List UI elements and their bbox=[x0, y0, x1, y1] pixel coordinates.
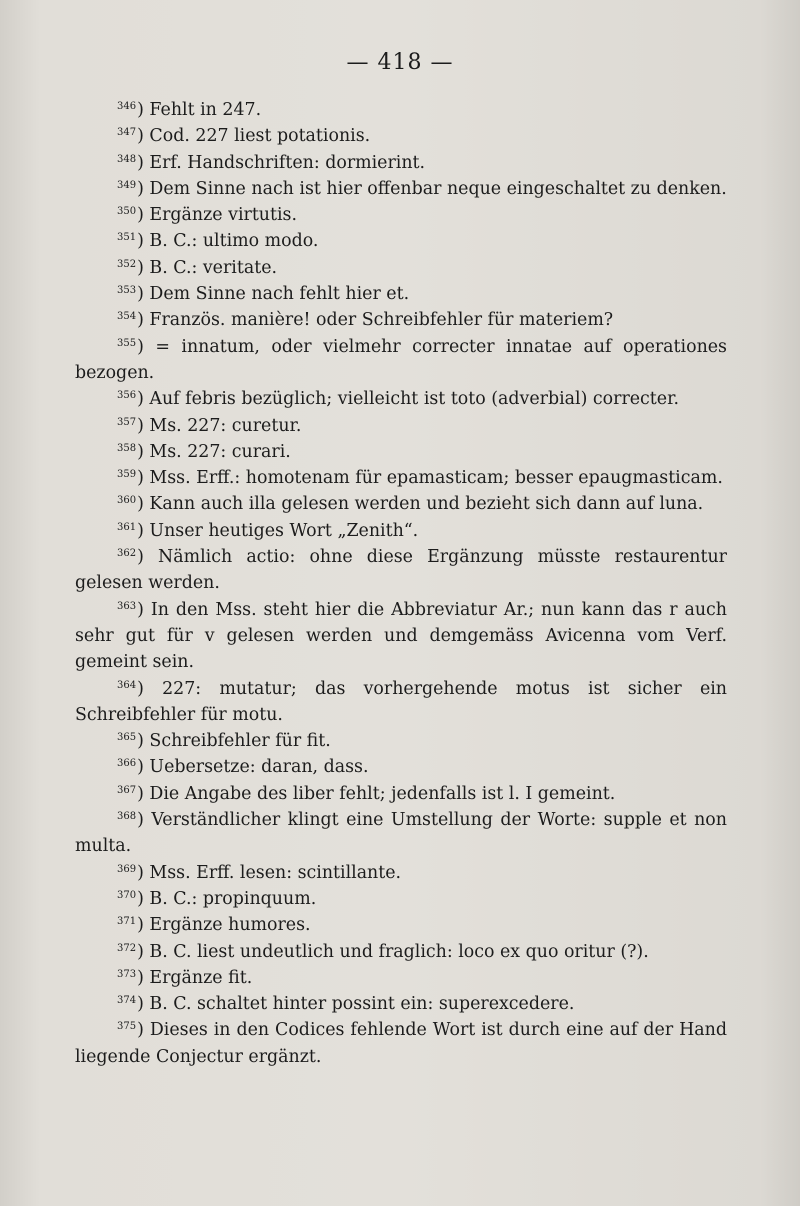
footnote: $^{360}$) Kann auch illa gelesen werden und bezieht sich dann auf luna. bbox=[117, 494, 704, 515]
footnote: $^{346}$) Fehlt in 247. bbox=[117, 100, 262, 120]
footnote: $^{358}$) Ms. 227: curari. bbox=[117, 441, 291, 462]
footnote: $^{351}$) B. C.: ultimo modo. bbox=[117, 231, 319, 252]
footnote-text: B. C. schaltet hinter possint ein: superexcedere. bbox=[149, 994, 575, 1015]
footnote-number: 347 bbox=[117, 127, 137, 139]
footnote-number: 349 bbox=[117, 179, 137, 191]
footnote: $^{352}$) B. C.: veritate. bbox=[117, 257, 278, 278]
footnote-text: Die Angabe des liber fehlt; jedenfalls ist l. I gemeint. bbox=[149, 783, 616, 804]
footnote-text: B. C.: veritate. bbox=[149, 257, 278, 278]
footnote-text: Ergänze fit. bbox=[149, 967, 253, 988]
footnote-text: B. C. liest undeutlich und fraglich: loco ex quo oritur (?). bbox=[149, 941, 649, 962]
footnote: $^{372}$) B. C. liest undeutlich und fraglich: loco ex quo oritur (?). bbox=[117, 941, 649, 962]
footnote-number: 360 bbox=[117, 495, 137, 507]
footnote-number: 361 bbox=[117, 521, 137, 533]
footnote-number: 365 bbox=[117, 732, 137, 744]
footnote-number: 370 bbox=[117, 889, 137, 901]
footnote-number: 356 bbox=[117, 390, 137, 402]
footnote-number: 348 bbox=[117, 153, 137, 165]
footnote: $^{353}$) Dem Sinne nach fehlt hier et. bbox=[117, 284, 410, 305]
footnote-text: B. C.: propinquum. bbox=[149, 888, 317, 909]
page-number: — 418 — bbox=[346, 50, 454, 75]
footnote-number: 375 bbox=[117, 1021, 137, 1033]
footnote: $^{357}$) Ms. 227: curetur. bbox=[117, 415, 302, 436]
footnote-number: 346 bbox=[117, 101, 137, 112]
footnote: $^{349}$) Dem Sinne nach ist hier offenbar neque eingeschaltet zu denken. bbox=[117, 178, 727, 199]
footnote: $^{365}$) Schreibfehler für fit. bbox=[117, 731, 331, 752]
footnote-text: Mss. Erff.: homotenam für epamasticam; besser epaugmasticam. bbox=[149, 468, 723, 489]
footnote: $^{369}$) Mss. Erff. lesen: scintillante. bbox=[117, 862, 402, 883]
footnote-number: 364 bbox=[117, 679, 137, 691]
footnote-text: Ms. 227: curari. bbox=[149, 441, 291, 462]
footnote: $^{366}$) Uebersetze: daran, dass. bbox=[117, 757, 369, 778]
footnote: $^{374}$) B. C. schaltet hinter possint ein: superexcedere. bbox=[117, 994, 575, 1015]
footnote-text: Ergänze virtutis. bbox=[149, 205, 298, 226]
footnote-text: In den Mss. steht hier die Abbreviatur Ar.; nun kann das r auch sehr gut für v gelesen werden und demgemäss Avicenna vom Verf. gemeint sein. bbox=[75, 599, 727, 673]
footnote-number: 351 bbox=[117, 232, 137, 244]
footnote-number: 373 bbox=[117, 968, 137, 980]
footnote-number: 369 bbox=[117, 863, 137, 875]
footnote-text: Dem Sinne nach ist hier offenbar neque eingeschaltet zu denken. bbox=[149, 178, 727, 199]
footnote: $^{371}$) Ergänze humores. bbox=[117, 915, 311, 936]
footnote-text: Nämlich actio: ohne diese Ergänzung müsste restaurentur gelesen werden. bbox=[75, 547, 727, 594]
footnote: $^{355}$) = innatum, oder vielmehr correcter innatae auf operationes bezogen. bbox=[75, 336, 727, 383]
footnote-number: 362 bbox=[117, 548, 137, 560]
footnotes-list bbox=[75, 97, 727, 1070]
footnote-text: Auf febris bezüglich; vielleicht ist toto (adverbial) correcter. bbox=[149, 389, 679, 410]
footnote-text: Kann auch illa gelesen werden und bezieht sich dann auf luna. bbox=[149, 494, 704, 515]
footnote-number: 366 bbox=[117, 758, 137, 770]
footnote-text: Mss. Erff. lesen: scintillante. bbox=[149, 862, 402, 883]
footnote-text: Dieses in den Codices fehlende Wort ist durch eine auf der Hand liegende Conjectur ergänzt. bbox=[75, 1020, 727, 1067]
footnote-text: Schreibfehler für fit. bbox=[149, 731, 331, 752]
footnote-number: 359 bbox=[117, 469, 137, 481]
footnote-text: Unser heutiges Wort „Zenith“. bbox=[149, 520, 419, 541]
footnote-number: 368 bbox=[117, 811, 137, 823]
footnote-text: Französ. manière! oder Schreibfehler für materiem? bbox=[149, 310, 614, 331]
footnote-number: 350 bbox=[117, 206, 137, 218]
footnote-text: Ergänze humores. bbox=[149, 915, 311, 936]
footnote-number: 352 bbox=[117, 258, 137, 270]
footnote: $^{370}$) B. C.: propinquum. bbox=[117, 888, 317, 909]
footnote: $^{362}$) Nämlich actio: ohne diese Ergänzung müsste restaurentur gelesen werden. bbox=[75, 547, 727, 594]
footnote-text: 227: mutatur; das vorhergehende motus ist sicher ein Schreibfehler für motu. bbox=[75, 678, 727, 725]
footnote: $^{359}$) Mss. Erff.: homotenam für epamasticam; besser epaugmasticam. bbox=[117, 468, 723, 489]
footnote: $^{375}$) Dieses in den Codices fehlende Wort ist durch eine auf der Hand liegende Conjectur ergänzt. bbox=[75, 1020, 727, 1067]
footnote-number: 355 bbox=[117, 337, 137, 349]
footnote-text: Verständlicher klingt eine Umstellung der Worte: supple et non multa. bbox=[75, 810, 727, 857]
footnote: $^{368}$) Verständlicher klingt eine Umstellung der Worte: supple et non multa. bbox=[75, 810, 727, 857]
footnote-number: 358 bbox=[117, 442, 137, 454]
footnote-text: Cod. 227 liest potationis. bbox=[149, 126, 371, 147]
footnote-number: 372 bbox=[117, 942, 137, 954]
footnote: $^{363}$) In den Mss. steht hier die Abbreviatur Ar.; nun kann das r auch sehr gut für v gelesen werden und demgemäss Avicenna vom Verf. gemeint sein. bbox=[75, 599, 727, 673]
footnote-number: 367 bbox=[117, 784, 137, 796]
footnote: $^{364}$) 227: mutatur; das vorhergehende motus ist sicher ein Schreibfehler für motu. bbox=[75, 678, 727, 725]
footnote-number: 363 bbox=[117, 600, 137, 612]
footnote-number: 371 bbox=[117, 916, 137, 928]
footnote: $^{347}$) Cod. 227 liest potationis. bbox=[117, 126, 371, 147]
footnote-number: 357 bbox=[117, 416, 137, 428]
footnote-number: 353 bbox=[117, 285, 137, 297]
footnote: $^{354}$) Französ. manière! oder Schreibfehler für materiem? bbox=[117, 310, 614, 331]
footnote: $^{356}$) Auf febris bezüglich; vielleicht ist toto (adverbial) correcter. bbox=[117, 389, 679, 410]
footnote-text: Fehlt in 247. bbox=[149, 100, 262, 120]
footnote: $^{348}$) Erf. Handschriften: dormierint. bbox=[117, 152, 426, 173]
footnote-number: 374 bbox=[117, 995, 137, 1007]
footnote-text: Ms. 227: curetur. bbox=[149, 415, 302, 436]
footnote-number: 354 bbox=[117, 311, 137, 323]
footnote-text: = innatum, oder vielmehr correcter innatae auf operationes bezogen. bbox=[75, 336, 727, 383]
footnote-text: Uebersetze: daran, dass. bbox=[149, 757, 369, 778]
footnote: $^{373}$) Ergänze fit. bbox=[117, 967, 253, 988]
footnote-text: Erf. Handschriften: dormierint. bbox=[149, 152, 426, 173]
footnote: $^{367}$) Die Angabe des liber fehlt; jedenfalls ist l. I gemeint. bbox=[117, 783, 616, 804]
footnote-text: B. C.: ultimo modo. bbox=[149, 231, 319, 252]
footnote: $^{350}$) Ergänze virtutis. bbox=[117, 205, 298, 226]
footnote-text: Dem Sinne nach fehlt hier et. bbox=[149, 284, 410, 305]
footnote: $^{361}$) Unser heutiges Wort „Zenith“. bbox=[117, 520, 419, 541]
